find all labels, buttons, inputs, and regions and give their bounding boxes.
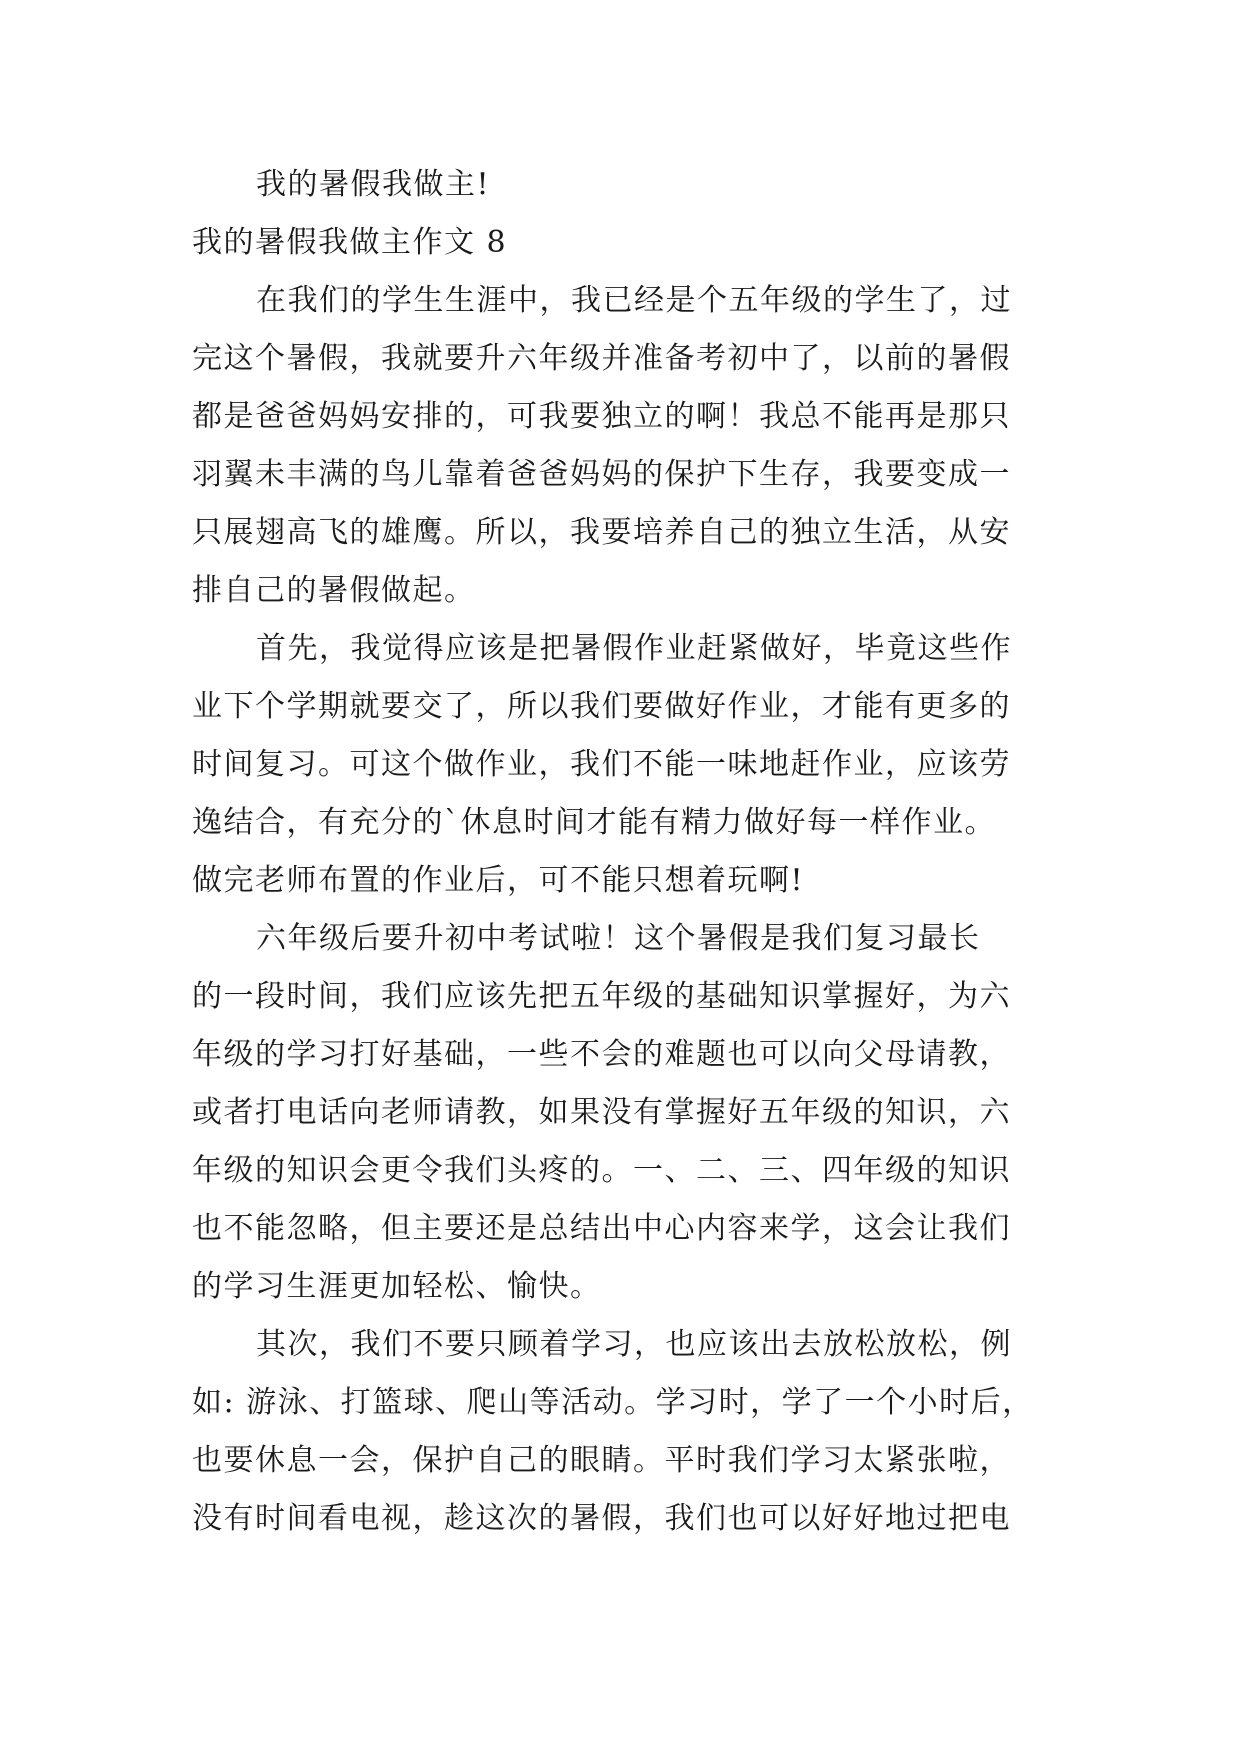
paragraph-line: 年级的知识会更令我们头疼的。一、二、三、四年级的知识 — [192, 1153, 1011, 1188]
paragraph-line: 在我们的学生生涯中，我已经是个五年级的学生了，过 — [256, 283, 1012, 318]
paragraph — [192, 910, 1052, 1316]
paragraph-line: 也不能忽略，但主要还是总结出中心内容来学，这会让我们 — [192, 1211, 1011, 1246]
paragraph-line: 时间复习。可这个做作业，我们不能一味地赶作业，应该劳 — [192, 747, 1011, 782]
paragraph-line: 也要休息一会，保护自己的眼睛。平时我们学习太紧张啦， — [192, 1443, 1011, 1478]
paragraph-line: 羽翼未丰满的鸟儿靠着爸爸妈妈的保护下生存，我要变成一 — [192, 457, 1011, 492]
paragraph-line: 首先，我觉得应该是把暑假作业赶紧做好，毕竟这些作 — [256, 631, 1012, 666]
paragraph-line: 都是爸爸妈妈安排的，可我要独立的啊！我总不能再是那只 — [192, 399, 1011, 434]
document-body — [192, 156, 1052, 1548]
paragraph-line: 业下个学期就要交了，所以我们要做好作业，才能有更多的 — [192, 689, 1011, 724]
paragraph — [192, 1316, 1052, 1548]
paragraph-line: 或者打电话向老师请教，如果没有掌握好五年级的知识，六 — [192, 1095, 1011, 1130]
paragraph-line: 年级的学习打好基础，一些不会的难题也可以向父母请教， — [192, 1037, 1011, 1072]
paragraph-line: 只展翅高飞的雄鹰。所以，我要培养自己的独立生活，从安 — [192, 515, 1011, 550]
paragraph-line: 六年级后要升初中考试啦！这个暑假是我们复习最长 — [256, 921, 981, 956]
paragraph-line: 逸结合，有充分的`休息时间才能有精力做好每一样作业。 — [192, 805, 996, 840]
paragraph-line: 的学习生涯更加轻松、愉快。 — [192, 1269, 602, 1304]
paragraph-line: 的一段时间，我们应该先把五年级的基础知识掌握好，为六 — [192, 979, 1011, 1014]
closing-line: 我的暑假我做主! — [256, 167, 491, 202]
paragraph-line: 其次，我们不要只顾着学习，也应该出去放松放松，例 — [256, 1327, 1012, 1362]
paragraph-line: 排自己的暑假做起。 — [192, 573, 476, 608]
paragraph-line: 做完老师布置的作业后，可不能只想着玩啊! — [192, 863, 805, 898]
paragraph — [192, 620, 1052, 910]
essay-title: 我的暑假我做主作文 8 — [192, 225, 508, 260]
paragraph-line: 没有时间看电视，趁这次的暑假，我们也可以好好地过把电 — [192, 1501, 1011, 1536]
paragraph — [192, 272, 1052, 620]
paragraph-line: 完这个暑假，我就要升六年级并准备考初中了，以前的暑假 — [192, 341, 1011, 376]
paragraph-line: 如: 游泳、打篮球、爬山等活动。学习时，学了一个小时后， — [192, 1385, 1034, 1420]
